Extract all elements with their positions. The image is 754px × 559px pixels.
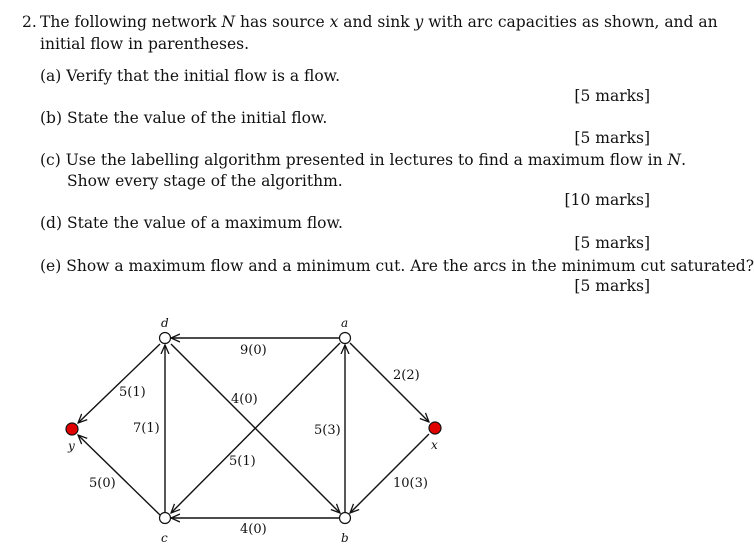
vertex-y-sink [66,423,78,435]
arc-label-x-b: 10(3) [393,476,428,491]
part-c-marks: [10 marks] [564,191,650,209]
vertex-c [160,513,171,524]
part-b: (b) State the value of the initial flow. [40,109,328,127]
arc-label-c-d: 7(1) [133,421,160,436]
vertex-d [160,333,171,344]
vertex-label-y: y [68,439,75,453]
question-number: 2. [22,13,37,31]
arc-x-b [350,434,429,513]
vertex-a [340,333,351,344]
part-a: (a) Verify that the initial flow is a flow. [40,67,341,85]
vertex-label-x: x [431,438,438,452]
part-d-marks: [5 marks] [574,234,650,252]
vertex-label-c: c [161,531,168,545]
arc-label-a-c: 5(1) [229,454,256,469]
part-c-line2: Show every stage of the algorithm. [67,172,343,190]
arc-d-y [78,344,160,423]
question-intro-line2: initial flow in parentheses. [40,35,250,53]
vertex-label-a: a [341,316,349,330]
part-e-marks: [5 marks] [574,277,650,295]
vertex-b [340,513,351,524]
vertex-x-source [429,422,441,434]
arc-label-b-c: 4(0) [240,522,267,537]
question-intro-line1: The following network N has source x and sink y with arc capacities as shown, and an [40,13,718,31]
arc-label-b-a: 5(3) [314,423,341,438]
part-d: (d) State the value of a maximum flow. [40,214,343,232]
part-e: (e) Show a maximum flow and a minimum cut. Are the arcs in the minimum cut saturated? [40,257,754,275]
part-b-marks: [5 marks] [574,129,650,147]
arc-label-d-b: 4(0) [231,392,258,407]
arc-label-a-x: 2(2) [393,368,420,383]
vertex-label-b: b [341,531,349,545]
arc-label-a-d: 9(0) [240,343,267,358]
arc-label-d-y: 5(1) [119,385,146,400]
arc-label-c-y: 5(0) [89,476,116,491]
part-a-marks: [5 marks] [574,87,650,105]
vertex-label-d: d [161,316,169,330]
arc-c-y [78,435,160,515]
part-c: (c) Use the labelling algorithm presented in lectures to find a maximum flow in N. [40,151,687,169]
